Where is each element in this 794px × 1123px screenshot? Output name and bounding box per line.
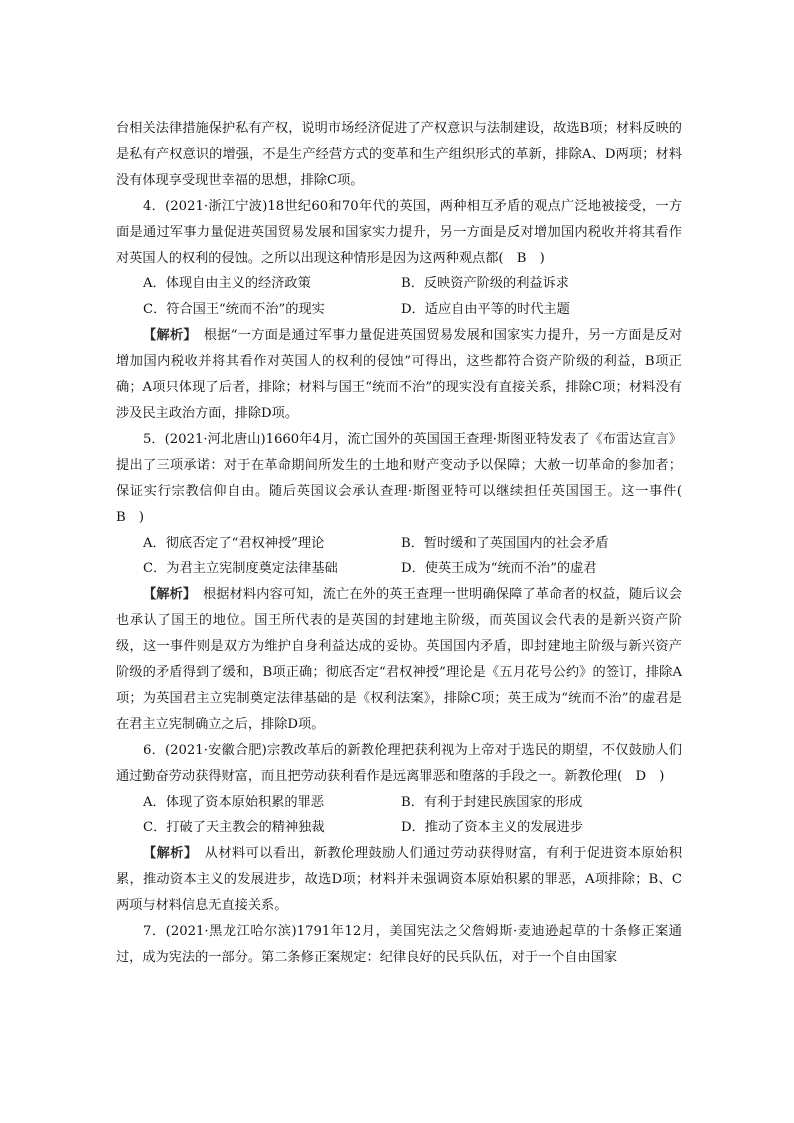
question-5-explanation [116,582,682,737]
question-6-option-b: B．有利于封建民族国家的形成 [401,794,583,810]
question-5-options [116,531,682,583]
explanation-label: 【解析】 [143,328,191,344]
question-5-option-a: A．彻底否定了“君权神授”理论 [143,535,325,551]
question-4-stem: 4．(2021·浙江宁波)18世纪60和70年代的英国，两种相互矛盾的观点广泛地被接受，一方面是通过军事力量促进英国贸易发展和国家实力提升，另一方面是反对增加国内税收并将其看作对英国人的权利的侵蚀。之所以出现这种情形是因为这两种观点都( B ) [116,198,682,266]
question-6-option-d: D．推动了资本主义的发展进步 [401,820,584,836]
question-5-option-c: C．为君主立宪制度奠定法律基础 [143,561,338,577]
intro-paragraph: 台相关法律措施保护私有产权，说明市场经济促进了产权意识与法制建设，故选B项；材料反映的是私有产权意识的增强，不是生产经营方式的变革和生产组织形式的革新，排除A、D两项；材料没有体现享受现世幸福的思想，排除C项。 [116,121,682,188]
question-4-option-d: D．适应自由平等的时代主题 [401,302,570,318]
question-5-stem: 5．(2021·河北唐山)1660年4月，流亡国外的英国国王查理·斯图亚特发表了《布雷达宣言》提出了三项承诺：对于在革命期间所发生的土地和财产变动予以保障；大赦一切革命的参加者；保证实行宗教信仰自由。随后英国议会承认查理·斯图亚特可以继续担任英国国王。这一事件( B ) [116,431,696,525]
question-5-option-d: D．使英王成为“统而不治”的虚君 [401,561,597,577]
explanation-label: 【解析】 [143,587,190,603]
question-6-options [116,790,682,842]
question-6-stem: 6．(2021·安徽合肥)宗教改革后的新教伦理把获利视为上帝对于选民的期望，不仅鼓励人们通过勤奋劳动获得财富，而且把劳动获利看作是远离罪恶和堕落的手段之一。新教伦理( D ) [116,742,682,784]
question-4-explanation [116,323,682,427]
question-6-explanation-text: 从材料可以看出，新教伦理鼓励人们通过劳动获得财富，有利于促进资本原始积累，推动资本主义的发展进步，故选D项；材料并未强调资本原始积累的罪恶，A项排除；B、C两项与材料信息无直接关系。 [116,846,683,914]
question-6-explanation [116,841,682,919]
question-4-option-a: A．体现自由主义的经济政策 [143,276,311,292]
question-4-option-b: B．反映资产阶级的利益诉求 [401,276,569,292]
question-4-explanation-text: 根据“一方面是通过军事力量促进英国贸易发展和国家实力提升，另一方面是反对增加国内税收并将其看作对英国人的权利的侵蚀”可得出，这些都符合资产阶级的利益，B项正确；A项只体现了后者，排除；材料与国王“统而不治”的现实没有直接关系，排除C项；材料没有涉及民主政治方面，排除D项。 [116,328,683,421]
question-5-option-b: B．暂时缓和了英国国内的社会矛盾 [401,535,609,551]
question-6-option-c: C．打破了天主教会的精神独裁 [143,820,325,836]
question-6-option-a: A．体现了资本原始积累的罪恶 [143,794,324,810]
document-page [116,116,696,971]
question-4-option-c: C．符合国王“统而不治”的现实 [143,302,325,318]
question-7-stem: 7．(2021·黑龙江哈尔滨)1791年12月，美国宪法之父詹姆斯·麦迪逊起草的十条修正案通过，成为宪法的一部分。第二条修正案规定：纪律良好的民兵队伍，对于一个自由国家 [116,924,682,965]
question-4-options [116,271,682,323]
question-5-explanation-text: 根据材料内容可知，流亡在外的英王查理一世明确保障了革命者的权益，随后议会也承认了国王的地位。国王所代表的是英国的封建地主阶级，而英国议会代表的是新兴资产阶级，这一事件则是双方为维护自身利益达成的妥协。英国国内矛盾，即封建地主阶级与新兴资产阶级的矛盾得到了缓和，B项正确；彻底否定“君权神授”理论是《五月花号公约》的签订，排除A项；为英国君主立宪制奠定法律基础的是《权利法案》，排除C项；英王成为“统而不治”的虚君是在君主立宪制确立之后，排除D项。 [116,587,682,732]
explanation-label: 【解析】 [143,846,192,862]
